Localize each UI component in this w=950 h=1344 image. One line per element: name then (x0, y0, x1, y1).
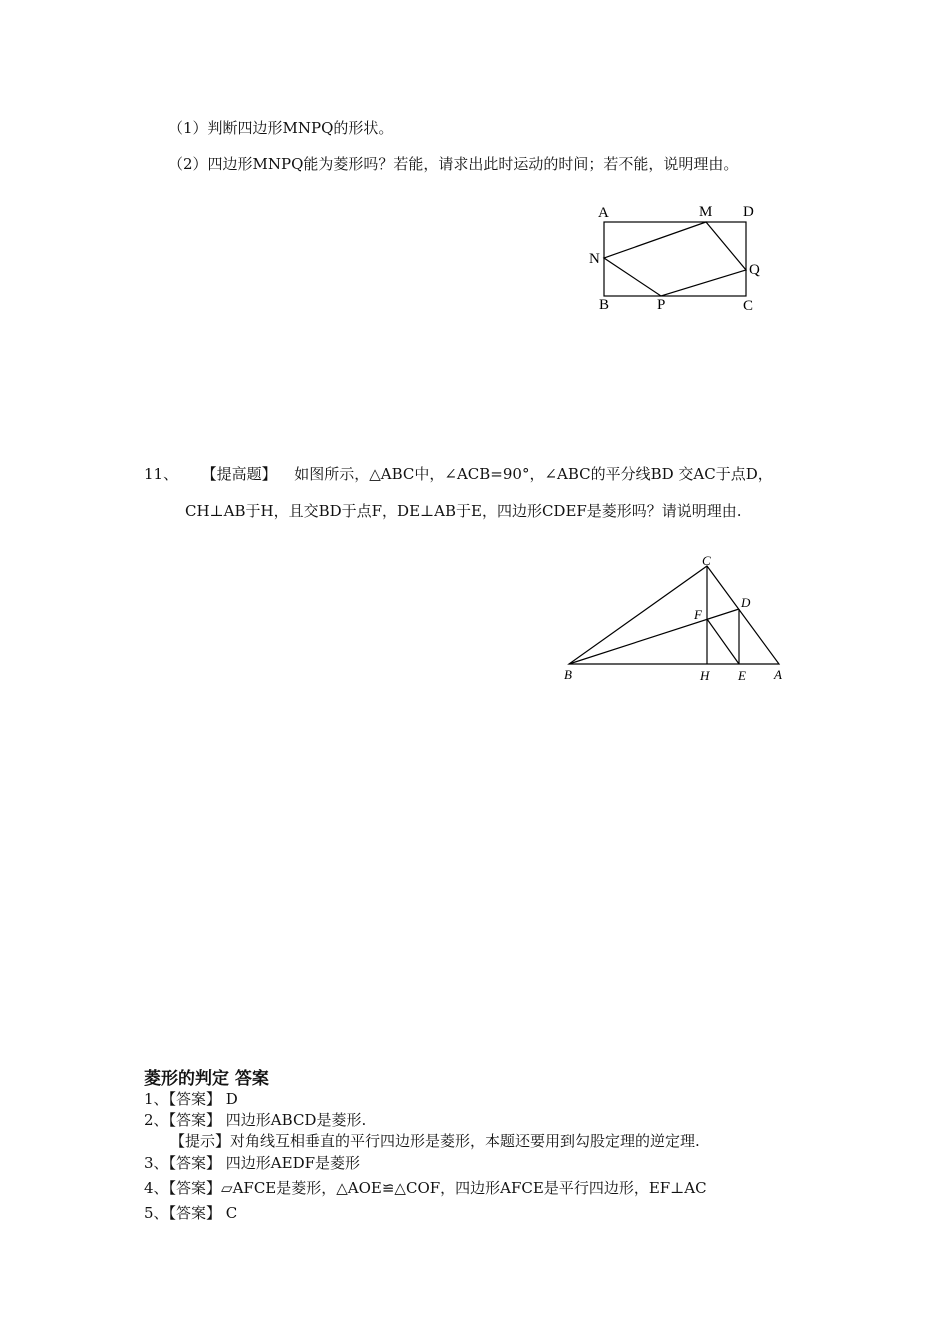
label-D: D (743, 204, 754, 220)
q11-line2: CH⊥AB于H，且交BD于点F，DE⊥AB于E，四边形CDEF是菱形吗？请说明理由. (185, 502, 742, 520)
answer-5: 5、【答案】 C (144, 1204, 238, 1222)
label-Q: Q (749, 262, 760, 278)
q11-tag: 【提高题】 (201, 465, 277, 483)
label-B: B (599, 297, 610, 313)
q11-text-1: 如图所示，△ABC中，∠ACB=90°，∠ABC的平分线BD 交AC于点D， (294, 465, 773, 483)
q10-part2: （2）四边形MNPQ能为菱形吗？若能，请求出此时运动的时间；若不能，说明理由。 (168, 155, 739, 173)
answer-2-hint: 【提示】对角线互相垂直的平行四边形是菱形，本题还要用到勾股定理的逆定理. (170, 1132, 700, 1150)
answers-heading: 菱形的判定 答案 (144, 1069, 269, 1089)
q11-number: 11、 (144, 465, 179, 483)
label-D: D (741, 595, 751, 610)
label-A: A (598, 205, 609, 221)
label-C: C (702, 553, 711, 568)
label-A: A (774, 667, 782, 682)
label-F: F (694, 607, 702, 622)
answer-3: 3、【答案】 四边形AEDF是菱形 (144, 1154, 361, 1172)
answer-2: 2、【答案】 四边形ABCD是菱形. (144, 1111, 367, 1129)
figure-rectangle-mnpq (580, 196, 780, 321)
label-N: N (589, 251, 600, 267)
label-E: E (738, 668, 746, 683)
label-M: M (699, 204, 713, 220)
label-P: P (657, 297, 666, 313)
label-B: B (564, 667, 572, 682)
q10-part1: （1）判断四边形MNPQ的形状。 (168, 119, 394, 137)
figure-triangle-abc (555, 548, 795, 688)
q11-line1 (144, 464, 773, 484)
answer-4: 4、【答案】▱AFCE是菱形，△AOE≌△COF，四边形AFCE是平行四边形，EF⊥AC (144, 1179, 707, 1197)
answer-1: 1、【答案】 D (144, 1090, 238, 1108)
label-H: H (700, 668, 710, 683)
label-C: C (743, 298, 754, 314)
